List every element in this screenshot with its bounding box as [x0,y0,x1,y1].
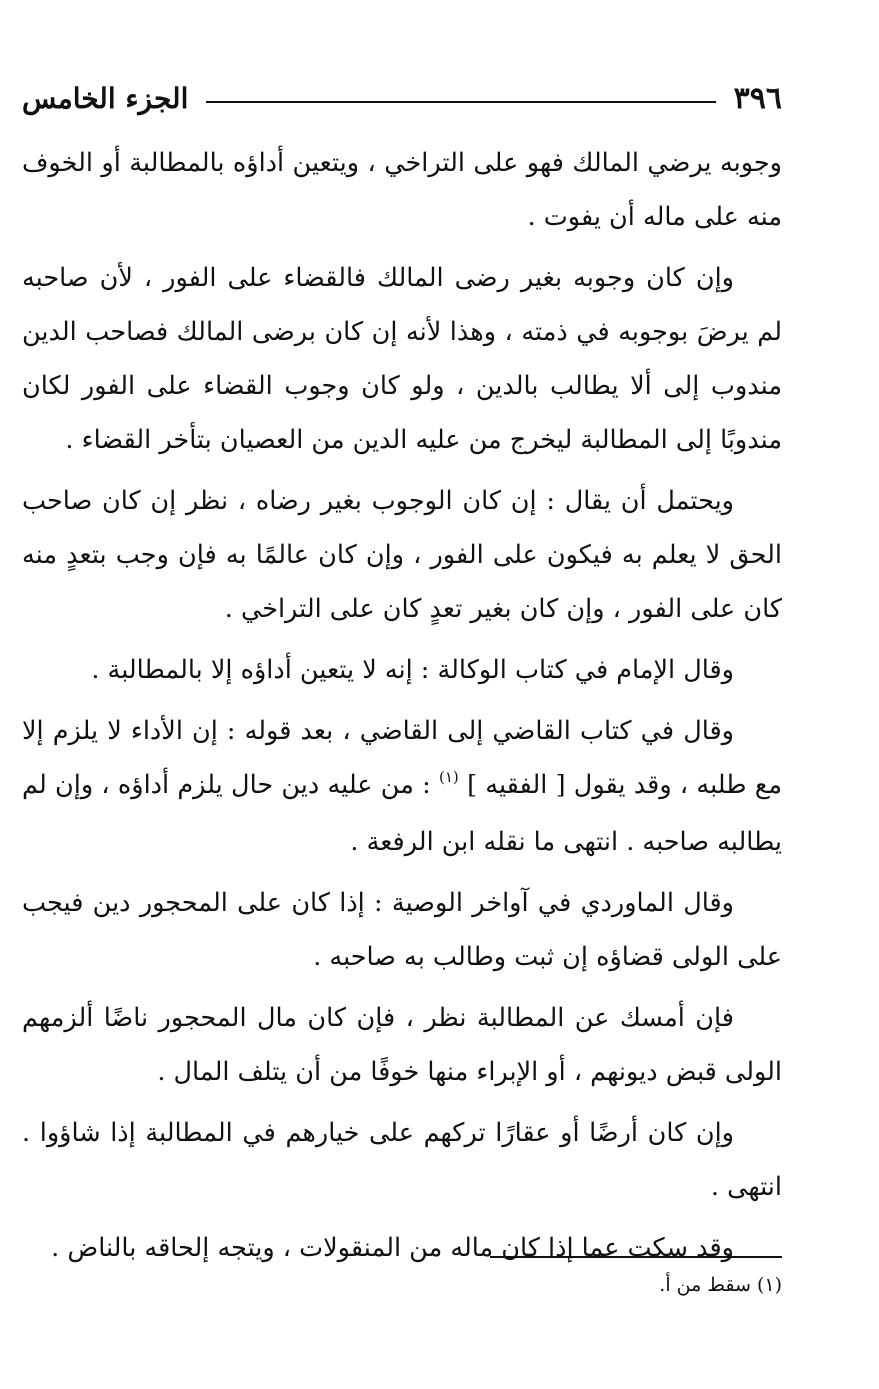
paragraph: فإن أمسك عن المطالبة نظر ، فإن كان مال المحجور ناضًا ألزمهم الولى قبض ديونهم ، أو الإبراء منها خوفًا من أن يتلف المال . [22,1003,782,1087]
footnote: (١) سقط من أ. [659,1274,782,1296]
paragraph: ويحتمل أن يقال : إن كان الوجوب بغير رضاه ، نظر إن كان صاحب الحق لا يعلم به فيكون على الفور ، وإن كان عالمًا به فإن وجب بتعدٍ منه كان على الفور ، وإن كان بغير تعدٍ كان على التراخي . [22,486,782,624]
page-number: ٣٩٦ [733,80,782,116]
running-title: الجزء الخامس [22,81,189,115]
header-rule [206,101,715,103]
paragraph-text: وقال في كتاب القاضي إلى القاضي ، بعد قوله : إن الأداء لا يلزم إلا مع طلبه ، وقد يقول [ الفقيه ] [22,716,783,800]
paragraph: وقال الإمام في كتاب الوكالة : إنه لا يتعين أداؤه إلا بالمطالبة . [91,655,734,685]
footnote-rule [490,1256,782,1258]
paragraph: وإن كان أرضًا أو عقارًا تركهم على خيارهم في المطالبة إذا شاؤوا . انتهى . [22,1118,782,1202]
paragraph-with-footnote [22,704,782,869]
paragraph: وإن كان وجوبه بغير رضى المالك فالقضاء على الفور ، لأن صاحبه لم يرضَ بوجوبه في ذمته ، وهذا لأنه إن كان برضى المالك فصاحب الدين مندوب إلى ألا يطالب بالدين ، ولو كان وجوب القضاء على الفور لكان مندوبًا إلى المطالبة ليخرج من عليه الدين من العصيان بتأخر القضاء . [22,263,782,455]
body-text [22,136,782,1282]
page-header [22,78,782,118]
paragraph: وجوبه يرضي المالك فهو على التراخي ، ويتعين أداؤه بالمطالبة أو الخوف منه على ماله أن يفوت . [22,148,782,232]
paragraph-text: : من عليه دين حال يلزم أداؤه ، وإن لم يطالبه صاحبه . انتهى ما نقله ابن الرفعة . [22,770,782,857]
paragraph: وقال الماوردي في آواخر الوصية : إذا كان على المحجور دين فيجب على الولى قضاؤه إن ثبت وطالب به صاحبه . [22,888,782,972]
footnote-reference[interactable]: (١) [439,768,459,786]
paragraph: وقد سكت عما إذا كان ماله من المنقولات ، ويتجه إلحاقه بالناض . [51,1233,734,1263]
